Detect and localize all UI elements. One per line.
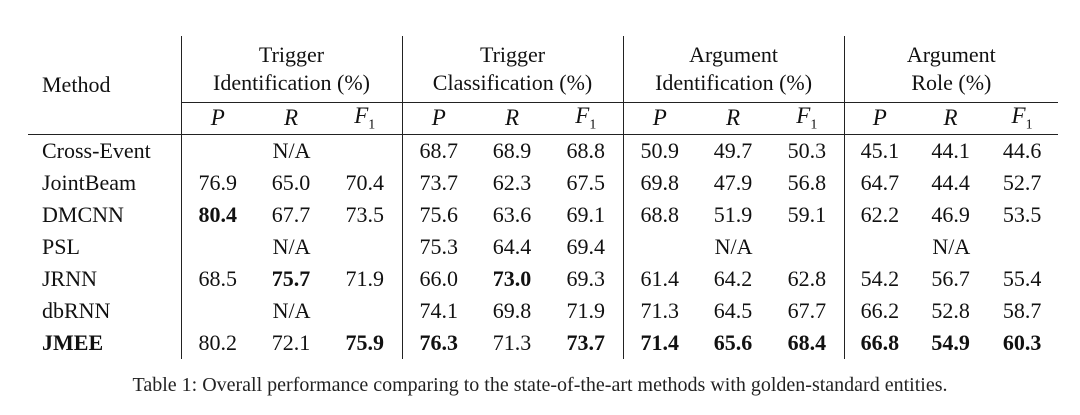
na-cell: N/A <box>181 134 402 167</box>
metric-f1-header: $F_1$ <box>986 103 1058 135</box>
table-row <box>28 167 1058 199</box>
score-cell: 62.8 <box>787 265 827 291</box>
na-cell: N/A <box>623 231 844 263</box>
score-cell: 66.0 <box>402 263 475 295</box>
score-cell: 50.9 <box>623 134 696 167</box>
group-header-argument-identification <box>623 36 844 103</box>
method-name: PSL <box>42 233 80 259</box>
method-name: DMCNN <box>42 201 124 227</box>
score-cell: 68.9 <box>475 134 549 167</box>
group-header-trigger-classification <box>402 36 623 103</box>
score-cell: 74.1 <box>402 295 475 327</box>
score-cell: 66.8 <box>844 327 915 359</box>
metric-r-header: R <box>915 103 986 135</box>
score-cell: 56.7 <box>931 265 970 291</box>
score-cell: 73.0 <box>492 265 532 291</box>
method-header: Method <box>42 71 111 97</box>
score-cell: 69.1 <box>566 201 606 227</box>
method-name: dbRNN <box>42 297 111 323</box>
table-row <box>28 263 1058 295</box>
metric-p-header: P <box>402 103 475 135</box>
metric-p-header: P <box>844 103 915 135</box>
na-cell: N/A <box>181 295 402 327</box>
score-cell: 76.9 <box>181 167 254 199</box>
na-cell: N/A <box>181 231 402 263</box>
metric-p-header: P <box>181 103 254 135</box>
score-cell: 67.7 <box>271 201 311 227</box>
table-row <box>28 295 1058 327</box>
score-cell: 68.8 <box>623 199 696 231</box>
na-cell: N/A <box>844 231 1058 263</box>
score-cell: 44.6 <box>986 134 1058 167</box>
score-cell: 68.4 <box>787 329 827 355</box>
group-header-line2: Identification (%) <box>655 70 813 95</box>
method-name: JointBeam <box>42 169 137 195</box>
group-header-argument-role <box>844 36 1058 103</box>
score-cell: 62.3 <box>492 169 532 195</box>
score-cell: 56.8 <box>787 169 827 195</box>
score-cell: 72.1 <box>271 329 311 355</box>
table-body <box>28 134 1058 359</box>
score-cell: 65.0 <box>271 169 311 195</box>
score-cell: 47.9 <box>713 169 753 195</box>
score-cell: 75.3 <box>402 231 475 263</box>
results-table <box>28 36 1058 359</box>
group-header-line1: Argument <box>689 42 778 67</box>
score-cell: 54.2 <box>844 263 915 295</box>
score-cell: 63.6 <box>492 201 532 227</box>
score-cell: 50.3 <box>770 134 844 167</box>
table-row <box>28 327 1058 359</box>
score-cell: 59.1 <box>787 201 827 227</box>
metric-p-header: P <box>623 103 696 135</box>
score-cell: 52.8 <box>931 297 970 323</box>
score-cell: 64.2 <box>713 265 753 291</box>
score-cell: 71.3 <box>623 295 696 327</box>
table-caption: Table 1: Overall performance comparing to the state-of-the-art methods with golden-standard entities. <box>132 374 948 396</box>
method-name: JRNN <box>42 265 98 291</box>
score-cell: 71.3 <box>492 329 532 355</box>
score-cell: 68.8 <box>549 134 623 167</box>
score-cell: 69.8 <box>623 167 696 199</box>
score-cell: 80.4 <box>181 199 254 231</box>
score-cell: 69.4 <box>566 233 606 259</box>
group-header-trigger-identification <box>181 36 402 103</box>
score-cell: 44.1 <box>915 134 986 167</box>
group-header-line1: Argument <box>906 42 996 67</box>
score-cell: 67.5 <box>566 169 606 195</box>
metric-f1-header: $F_1$ <box>549 103 623 135</box>
score-cell: 53.5 <box>1002 201 1042 227</box>
score-cell: 73.5 <box>345 201 385 227</box>
metric-r-header: R <box>696 103 770 135</box>
score-cell: 75.9 <box>345 329 385 355</box>
score-cell: 70.4 <box>345 169 385 195</box>
score-cell: 68.5 <box>181 263 254 295</box>
score-cell: 49.7 <box>696 134 770 167</box>
metric-r-header: R <box>254 103 328 135</box>
score-cell: 62.2 <box>844 199 915 231</box>
group-header-line2: Role (%) <box>911 70 992 95</box>
score-cell: 61.4 <box>623 263 696 295</box>
score-cell: 58.7 <box>1002 297 1042 323</box>
group-header-line2: Classification (%) <box>432 70 593 95</box>
score-cell: 75.7 <box>271 265 311 291</box>
score-cell: 65.6 <box>713 329 753 355</box>
score-cell: 46.9 <box>931 201 970 227</box>
metric-f1-header: $F_1$ <box>770 103 844 135</box>
group-header-line2: Identification (%) <box>213 70 371 95</box>
method-name: JMEE <box>42 329 104 355</box>
score-cell: 80.2 <box>181 327 254 359</box>
group-header-line1: Trigger <box>258 42 325 67</box>
score-cell: 73.7 <box>402 167 475 199</box>
group-header-line1: Trigger <box>479 42 546 67</box>
score-cell: 68.7 <box>402 134 475 167</box>
score-cell: 73.7 <box>566 329 606 355</box>
table-row <box>28 199 1058 231</box>
metric-f1-header: $F_1$ <box>328 103 402 135</box>
score-cell: 71.9 <box>566 297 606 323</box>
score-cell: 64.4 <box>492 233 532 259</box>
score-cell: 64.5 <box>713 297 753 323</box>
metric-r-header: R <box>475 103 549 135</box>
score-cell: 76.3 <box>402 327 475 359</box>
table-row <box>28 134 1058 167</box>
method-name: Cross-Event <box>28 134 181 167</box>
score-cell: 54.9 <box>931 329 970 355</box>
score-cell: 71.9 <box>345 265 385 291</box>
score-cell: 75.6 <box>402 199 475 231</box>
score-cell: 64.7 <box>844 167 915 199</box>
score-cell: 45.1 <box>844 134 915 167</box>
score-cell: 69.8 <box>492 297 532 323</box>
score-cell: 66.2 <box>844 295 915 327</box>
score-cell: 69.3 <box>566 265 606 291</box>
score-cell: 51.9 <box>713 201 753 227</box>
score-cell: 44.4 <box>931 169 970 195</box>
score-cell: 52.7 <box>1002 169 1042 195</box>
score-cell: 67.7 <box>787 297 827 323</box>
table-row <box>28 231 1058 263</box>
metric-header-row <box>28 103 1058 135</box>
score-cell: 60.3 <box>1002 329 1042 355</box>
score-cell: 71.4 <box>623 327 696 359</box>
score-cell: 55.4 <box>1002 265 1042 291</box>
